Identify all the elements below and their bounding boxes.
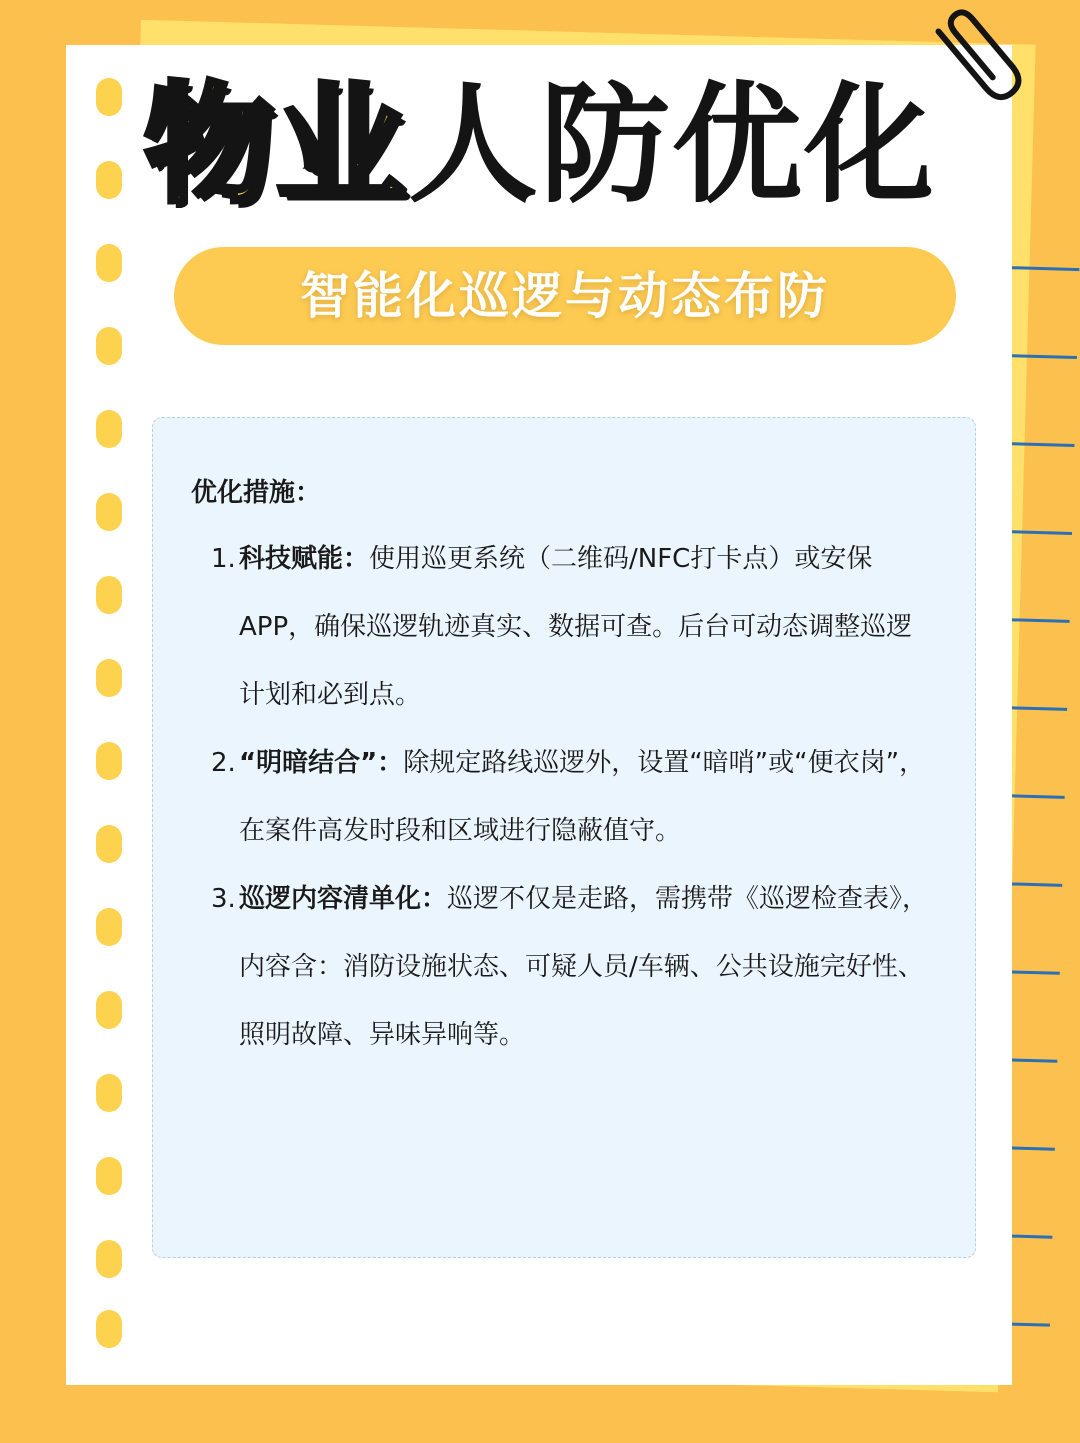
binder-hole [96, 991, 122, 1029]
item-label: “明暗结合”： [239, 748, 404, 778]
binder-hole [96, 244, 122, 282]
item-number: 3. [211, 884, 236, 914]
binder-hole [96, 1157, 122, 1195]
subtitle-banner: 智能化巡逻与动态布防 [174, 247, 956, 345]
title-rest: 人防优化 [408, 69, 937, 221]
binder-hole [96, 576, 122, 614]
content-card [152, 417, 976, 1258]
list-item [211, 525, 931, 729]
item-label: 科技赋能： [239, 544, 370, 574]
list-item [211, 865, 931, 1069]
item-number: 1. [211, 544, 236, 574]
binder-hole [96, 327, 122, 365]
card-heading: 优化措施： [191, 478, 322, 508]
list-item [211, 729, 931, 865]
page-title [0, 70, 1080, 220]
binder-hole [96, 742, 122, 780]
binder-hole [96, 1074, 122, 1112]
item-body: 除规定路线巡逻外，设置“暗哨”或“便衣岗”，在案件高发时段和区域进行隐蔽值守。 [239, 748, 926, 846]
binder-hole [96, 1240, 122, 1278]
binder-hole [96, 410, 122, 448]
item-body: 巡逻不仅是走路，需携带《巡逻检查表》，内容含：消防设施状态、可疑人员/车辆、公共设施完好性、照明故障、异味异响等。 [239, 884, 929, 1050]
item-label: 巡逻内容清单化： [239, 884, 448, 914]
item-body: 使用巡更系统（二维码/NFC打卡点）或安保APP，确保巡逻轨迹真实、数据可查。后台可动态调整巡逻计划和必到点。 [239, 544, 913, 710]
binder-hole [96, 659, 122, 697]
title-highlight: 物业 [143, 69, 408, 221]
item-number: 2. [211, 748, 236, 778]
binder-hole [96, 493, 122, 531]
binder-hole [96, 1310, 122, 1348]
binder-hole [96, 825, 122, 863]
binder-hole [96, 908, 122, 946]
